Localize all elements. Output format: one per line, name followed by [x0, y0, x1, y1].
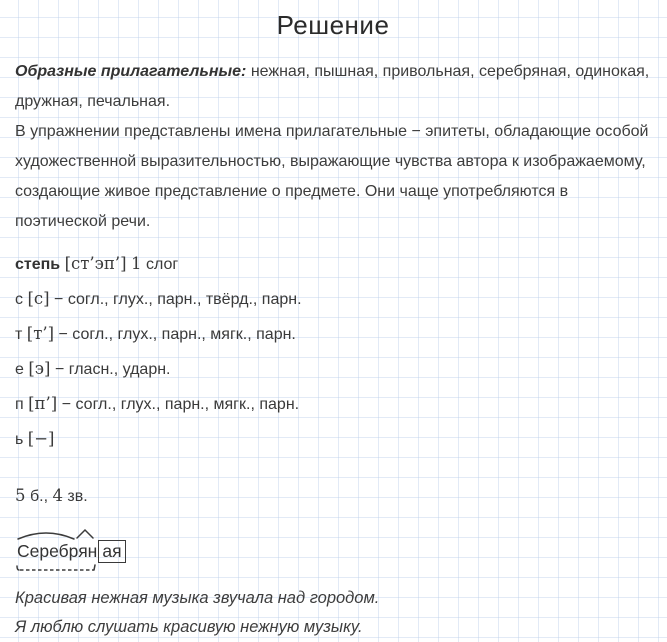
sound-row [15, 282, 651, 317]
sound-transcription: [−] [27, 429, 55, 448]
phonetic-word: степь [15, 256, 61, 273]
stem-underline-left-hook [17, 566, 19, 570]
phonetic-analysis-block [15, 247, 651, 512]
page-title: Решение [276, 10, 390, 40]
sound-row [15, 387, 651, 422]
letters-sounds-totals [15, 481, 651, 512]
sound-letter: е [15, 361, 24, 378]
phonetic-transcription: [ст’эп’] [64, 254, 127, 273]
word-ending-box: ая [98, 540, 125, 563]
root-arc-icon [18, 533, 74, 539]
sound-transcription: [с] [27, 289, 50, 308]
adjectives-list: нежная, пышная, привольная, серебряная, одинокая, дружная, печальная. [15, 63, 650, 110]
sounds-label: зв. [67, 488, 88, 505]
sound-row [15, 317, 651, 352]
sound-description: − гласн., ударн. [54, 361, 171, 378]
sound-transcription: [т’] [26, 324, 55, 343]
example-sentence: Я люблю слушать красивую нежную музыку. [15, 618, 363, 636]
example-sentences [15, 584, 651, 642]
example-sentence: Красивая нежная музыка звучала над городом. [15, 589, 380, 607]
sound-description: − согл., глух., парн., твёрд., парн. [54, 291, 302, 308]
sound-letter: п [15, 396, 24, 413]
adjectives-lead: Образные прилагательные: [15, 63, 247, 80]
sound-row [15, 422, 651, 457]
sound-letter: с [15, 291, 23, 308]
stem-underline-right-tick [94, 565, 95, 570]
letters-count: 5 [15, 486, 26, 505]
word-stem: Серебрян [17, 541, 98, 561]
phonetic-word-line [15, 247, 651, 282]
sound-letter: ь [15, 431, 24, 448]
adjectives-paragraph [15, 57, 651, 117]
sounds-count: 4 [52, 486, 63, 505]
syllable-label: слог [145, 256, 179, 273]
analyzed-word [17, 540, 126, 563]
sound-transcription: [э] [28, 359, 51, 378]
sound-letter: т [15, 326, 23, 343]
explanation-paragraph: В упражнении представлены имена прилагательные − эпитеты, обладающие особой художественной выразительностью, выражающие чувства автора к изображаемому, создающие живое представление о предмете. Они чаще употребляются в поэтической речи. [15, 123, 649, 230]
sound-description: − согл., глух., парн., мягк., парн. [58, 326, 296, 343]
suffix-caret-icon [77, 530, 93, 538]
sound-description: − согл., глух., парн., мягк., парн. [61, 396, 300, 413]
word-composition-diagram [15, 526, 145, 574]
letters-label: б., [29, 488, 49, 505]
syllable-count: 1 [131, 254, 142, 273]
sound-row [15, 352, 651, 387]
sound-transcription: [п’] [28, 394, 58, 413]
